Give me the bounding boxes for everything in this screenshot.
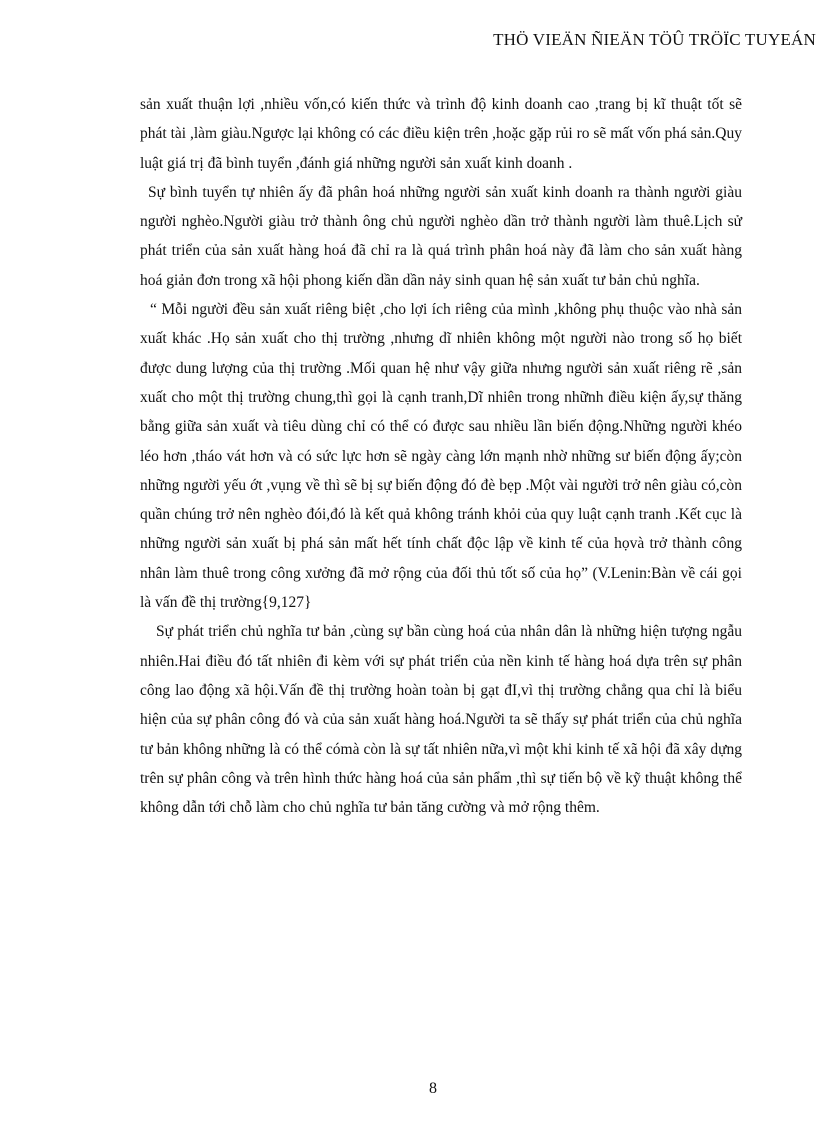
paragraph-3-quotation: “ Mỗi người đều sản xuất riêng biệt ,cho lợi ích riêng của mình ,không phụ thuộc vào nhà sản xuất khác .Họ sản xuất cho thị trường ,nhưng dĩ nhiên không một người nào trong số họ biết được dung lượng của thị trường .Mối quan hệ như vậy giữa nhưng người sản xuất riêng rẽ ,sản xuất cho một thị trường chung,thì gọi là cạnh tranh,Dĩ nhiên trong nhữnh điều kiện ấy,sự thăng bằng giữa sản xuất và tiêu dùng chỉ có thể có được sau nhiều lần biến động.Những người khéo léo hơn ,tháo vát hơn và có sức lực hơn sẽ ngày càng lớn mạnh nhờ những sư biến động ấy;còn những người yếu ớt ,vụng về thì sẽ bị sự biến động đó đè bẹp .Một vài người trở nên giàu có,còn quần chúng trở nên nghèo đói,đó là kết quả không tránh khỏi của quy luật cạnh tranh .Kết cục là những người sản xuất bị phá sản mất hết tính chất độc lập về kinh tế của họvà trở thành công nhân làm thuê trong công xưởng đã mở rộng của đối thủ tốt số của họ” (V.Lenin:Bàn về cái gọi là vấn đề thị trường{9,127} (140, 301, 742, 612)
page-number: 8 (429, 1080, 437, 1097)
page-body (140, 90, 742, 822)
paragraph-2: Sự bình tuyển tự nhiên ấy đã phân hoá những người sản xuất kinh doanh ra thành người giàu người nghèo.Người giàu trở thành ông chủ người nghèo dần trở thành người làm thuê.Lịch sử phát triển của sản xuất hàng hoá đã chỉ ra là quá trình phân hoá này đã làm cho sản xuất hàng hoá giản đơn trong xã hội phong kiến dần dần nảy sinh quan hệ sản xuất tư bản chủ nghĩa. (140, 183, 742, 289)
running-header: THÖ VIEÄN ÑIEÄN TÖÛ TRÖÏC TUYEÁN (493, 30, 816, 49)
paragraph-1: sản xuất thuận lợi ,nhiều vốn,có kiến thức và trình độ kinh doanh cao ,trang bị kĩ thuật tốt sẽ phát tài ,làm giàu.Ngược lại không có các điều kiện trên ,hoặc gặp rủi ro sẽ mất vốn phá sản.Quy luật giá trị đã bình tuyển ,đánh giá những người sản xuất kinh doanh . (140, 96, 742, 172)
paragraph-4: Sự phát triển chủ nghĩa tư bản ,cùng sự bần cùng hoá của nhân dân là những hiện tượng ngẫu nhiên.Hai điều đó tất nhiên đi kèm với sự phát triển của nền kinh tế hàng hoá dựa trên sự phân công lao động xã hội.Vấn đề thị trường hoàn toàn bị gạt đI,vì thị trường chẳng qua chỉ là biểu hiện của sự phân công đó và của sản xuất hàng hoá.Người ta sẽ thấy sự phát triển của chủ nghĩa tư bản không những là có thể cómà còn là sự tất nhiên nữa,vì một khi kinh tế xã hội đã xây dựng trên sự phân công và trên hình thức hàng hoá của sản phẩm ,thì sự tiến bộ về kỹ thuật không thể không dẫn tới chỗ làm cho chủ nghĩa tư bản tăng cường và mở rộng thêm. (140, 623, 742, 817)
